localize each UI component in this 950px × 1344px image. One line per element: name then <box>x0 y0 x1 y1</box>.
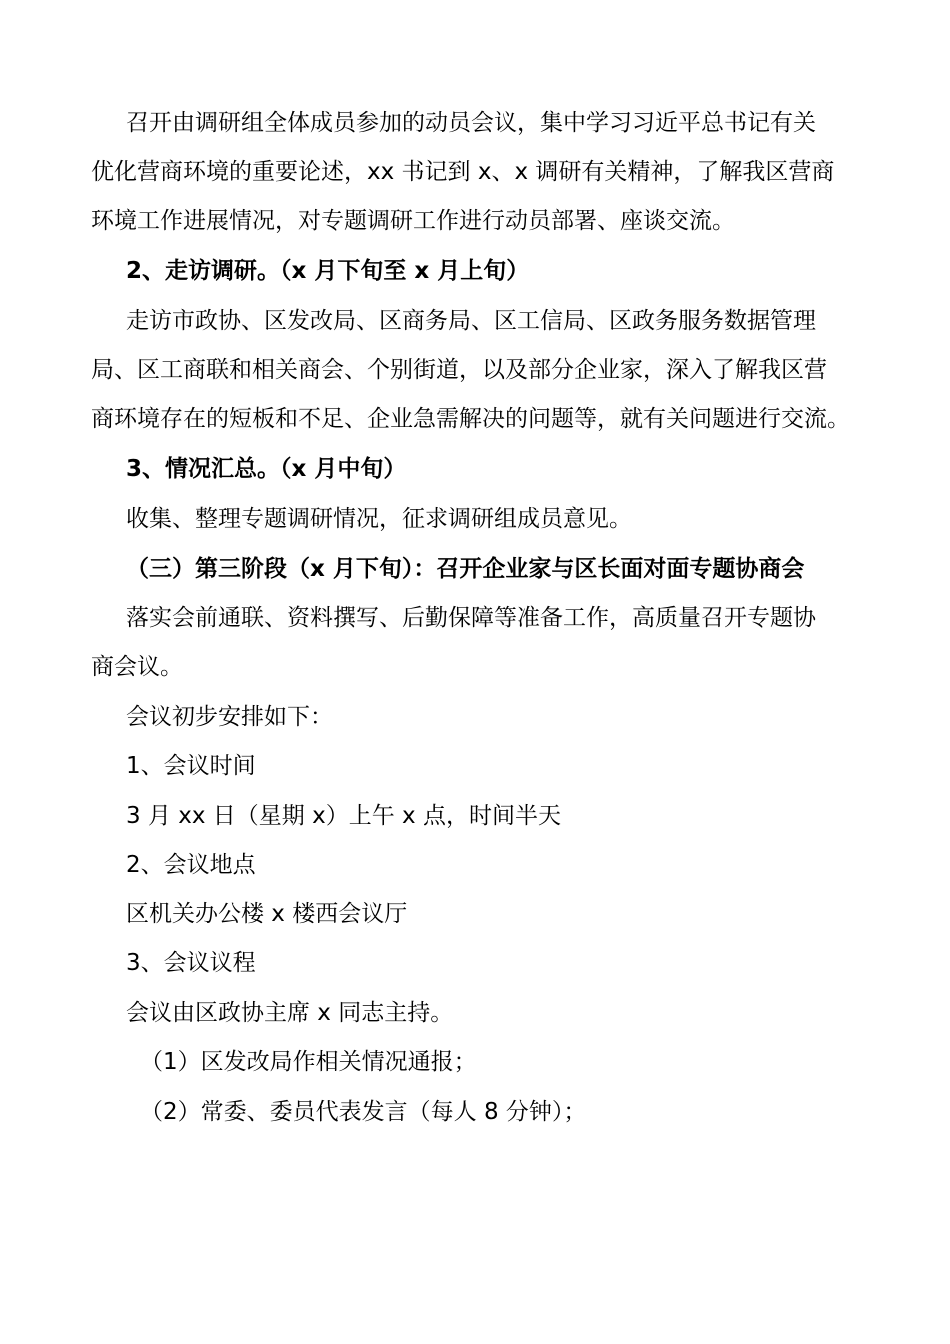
paragraph-line: 环境工作进展情况，对专题调研工作进行动员部署、座谈交流。 <box>91 208 735 234</box>
paragraph-line: 落实会前通联、资料撰写、后勤保障等准备工作，高质量召开专题协 <box>126 605 816 631</box>
paragraph-line: 局、区工商联和相关商会、个别街道，以及部分企业家，深入了解我区营 <box>91 357 827 383</box>
section-heading-stage-three: （三）第三阶段（x 月下旬）：召开企业家与区长面对面专题协商会 <box>126 556 805 582</box>
meeting-agenda-host: 会议由区政协主席 x 同志主持。 <box>126 1000 454 1026</box>
paragraph-line: 召开由调研组全体成员参加的动员会议，集中学习习近平总书记有关 <box>126 110 816 136</box>
subheading-visit-research: 2、走访调研。（x 月下旬至 x 月上旬） <box>126 258 530 284</box>
meeting-agenda-label: 3、会议议程 <box>126 950 256 976</box>
meeting-place-value: 区机关办公楼 x 楼西会议厅 <box>126 901 408 927</box>
paragraph-line: 优化营商环境的重要论述，xx 书记到 x、x 调研有关精神，了解我区营商 <box>91 159 835 185</box>
meeting-time-label: 1、会议时间 <box>126 753 256 779</box>
agenda-item: （1）区发改局作相关情况通报； <box>140 1049 477 1075</box>
paragraph-line: 走访市政协、区发改局、区商务局、区工信局、区政务服务数据管理 <box>126 308 816 334</box>
meeting-intro: 会议初步安排如下： <box>126 704 333 730</box>
meeting-time-value: 3 月 xx 日（星期 x）上午 x 点，时间半天 <box>126 803 561 829</box>
agenda-item: （2）常委、委员代表发言（每人 8 分钟）； <box>140 1099 587 1125</box>
meeting-place-label: 2、会议地点 <box>126 852 256 878</box>
paragraph-line: 商环境存在的短板和不足、企业急需解决的问题等，就有关问题进行交流。 <box>91 406 850 432</box>
subheading-summary: 3、情况汇总。（x 月中旬） <box>126 456 407 482</box>
paragraph-line: 收集、整理专题调研情况，征求调研组成员意见。 <box>126 506 632 532</box>
paragraph-line: 商会议。 <box>91 654 183 680</box>
